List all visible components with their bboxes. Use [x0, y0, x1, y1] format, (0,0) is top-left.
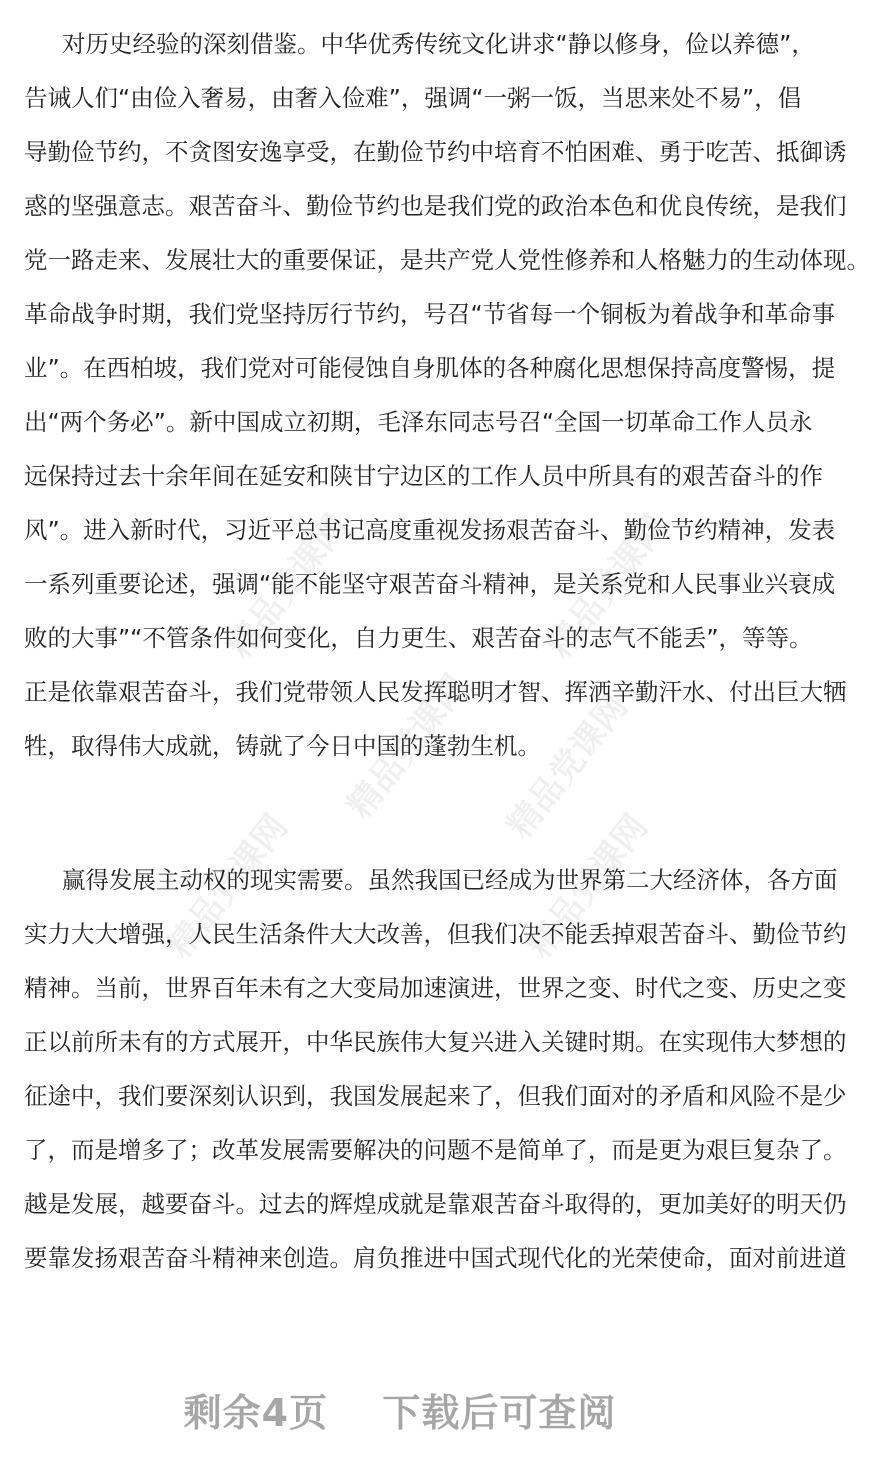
- text-line: 风”。进入新时代，习近平总书记高度重视发扬艰苦奋斗、勤俭节约精神，发表: [24, 516, 836, 544]
- download-prompt[interactable]: [0, 1382, 800, 1437]
- text-line: 惑的坚强意志。艰苦奋斗、勤俭节约也是我们党的政治本色和优良传统，是我们: [24, 192, 847, 220]
- remaining-pages-label[interactable]: 剩余4页: [183, 1391, 329, 1435]
- watermark: 精品党课网: [339, 667, 476, 826]
- text-line: 党一路走来、发展壮大的重要保证，是共产党人党性修养和人格魅力的生动体现。: [24, 246, 870, 274]
- paragraph-1: [24, 17, 870, 773]
- text-line: 赢得发展主动权的现实需要。虽然我国已经成为世界第二大经济体，各方面: [62, 866, 838, 894]
- text-line: 对历史经验的深刻借鉴。中华优秀传统文化讲求“静以修身，俭以养德”，: [62, 30, 815, 58]
- text-line: 远保持过去十余年间在延安和陕甘宁边区的工作人员中所具有的艰苦奋斗的作: [24, 462, 823, 490]
- text-line: 征途中，我们要深刻认识到，我国发展起来了，但我们面对的矛盾和风险不是少: [24, 1082, 847, 1110]
- watermark: 精品党课网: [499, 687, 636, 846]
- paragraph-2: [24, 853, 847, 1285]
- text-line: 导勤俭节约，不贪图安逸享受，在勤俭节约中培育不怕困难、勇于吃苦、抵御诱: [24, 138, 847, 166]
- text-line: 精神。当前，世界百年未有之大变局加速演进，世界之变、时代之变、历史之变: [24, 974, 847, 1002]
- text-line: 了，而是增多了；改革发展需要解决的问题不是简单了，而是更为艰巨复杂了。: [24, 1136, 847, 1164]
- text-line: 告诫人们“由俭入奢易，由奢入俭难”，强调“一粥一饭，当思来处不易”，倡: [24, 84, 802, 112]
- text-line: 实力大大增强，人民生活条件大大改善，但我们决不能丢掉艰苦奋斗、勤俭节约: [24, 920, 847, 948]
- text-line: 败的大事”“不管条件如何变化，自力更生、艰苦奋斗的志气不能丢”，等等。: [24, 624, 813, 652]
- text-line: 要靠发扬艰苦奋斗精神来创造。肩负推进中国式现代化的光荣使命，面对前进道: [24, 1244, 847, 1272]
- watermark: 精品党课网: [539, 507, 676, 666]
- text-line: 牲，取得伟大成就，铸就了今日中国的蓬勃生机。: [24, 732, 541, 760]
- text-line: 越是发展，越要奋斗。过去的辉煌成就是靠艰苦奋斗取得的，更加美好的明天仍: [24, 1190, 847, 1218]
- watermark: 精品党课网: [159, 807, 296, 966]
- download-to-view-label[interactable]: 下载后可查阅: [382, 1391, 617, 1435]
- text-line: 出“两个务必”。新中国成立初期，毛泽东同志号召“全国一切革命工作人员永: [24, 408, 813, 436]
- text-line: 业”。在西柏坡，我们党对可能侵蚀自身肌体的各种腐化思想保持高度警惕，提: [24, 354, 836, 382]
- text-line: 正是依靠艰苦奋斗，我们党带领人民发挥聪明才智、挥洒辛勤汗水、付出巨大牺: [24, 678, 847, 706]
- text-line: 革命战争时期，我们党坚持厉行节约，号召“节省每一个铜板为着战争和革命事: [24, 300, 836, 328]
- watermark: 精品党课网: [519, 807, 656, 966]
- watermark: 精品党课网: [219, 507, 356, 666]
- text-line: 正以前所未有的方式展开，中华民族伟大复兴进入关键时期。在实现伟大梦想的: [24, 1028, 847, 1056]
- text-line: 一系列重要论述，强调“能不能坚守艰苦奋斗精神，是关系党和人民事业兴衰成: [24, 570, 836, 598]
